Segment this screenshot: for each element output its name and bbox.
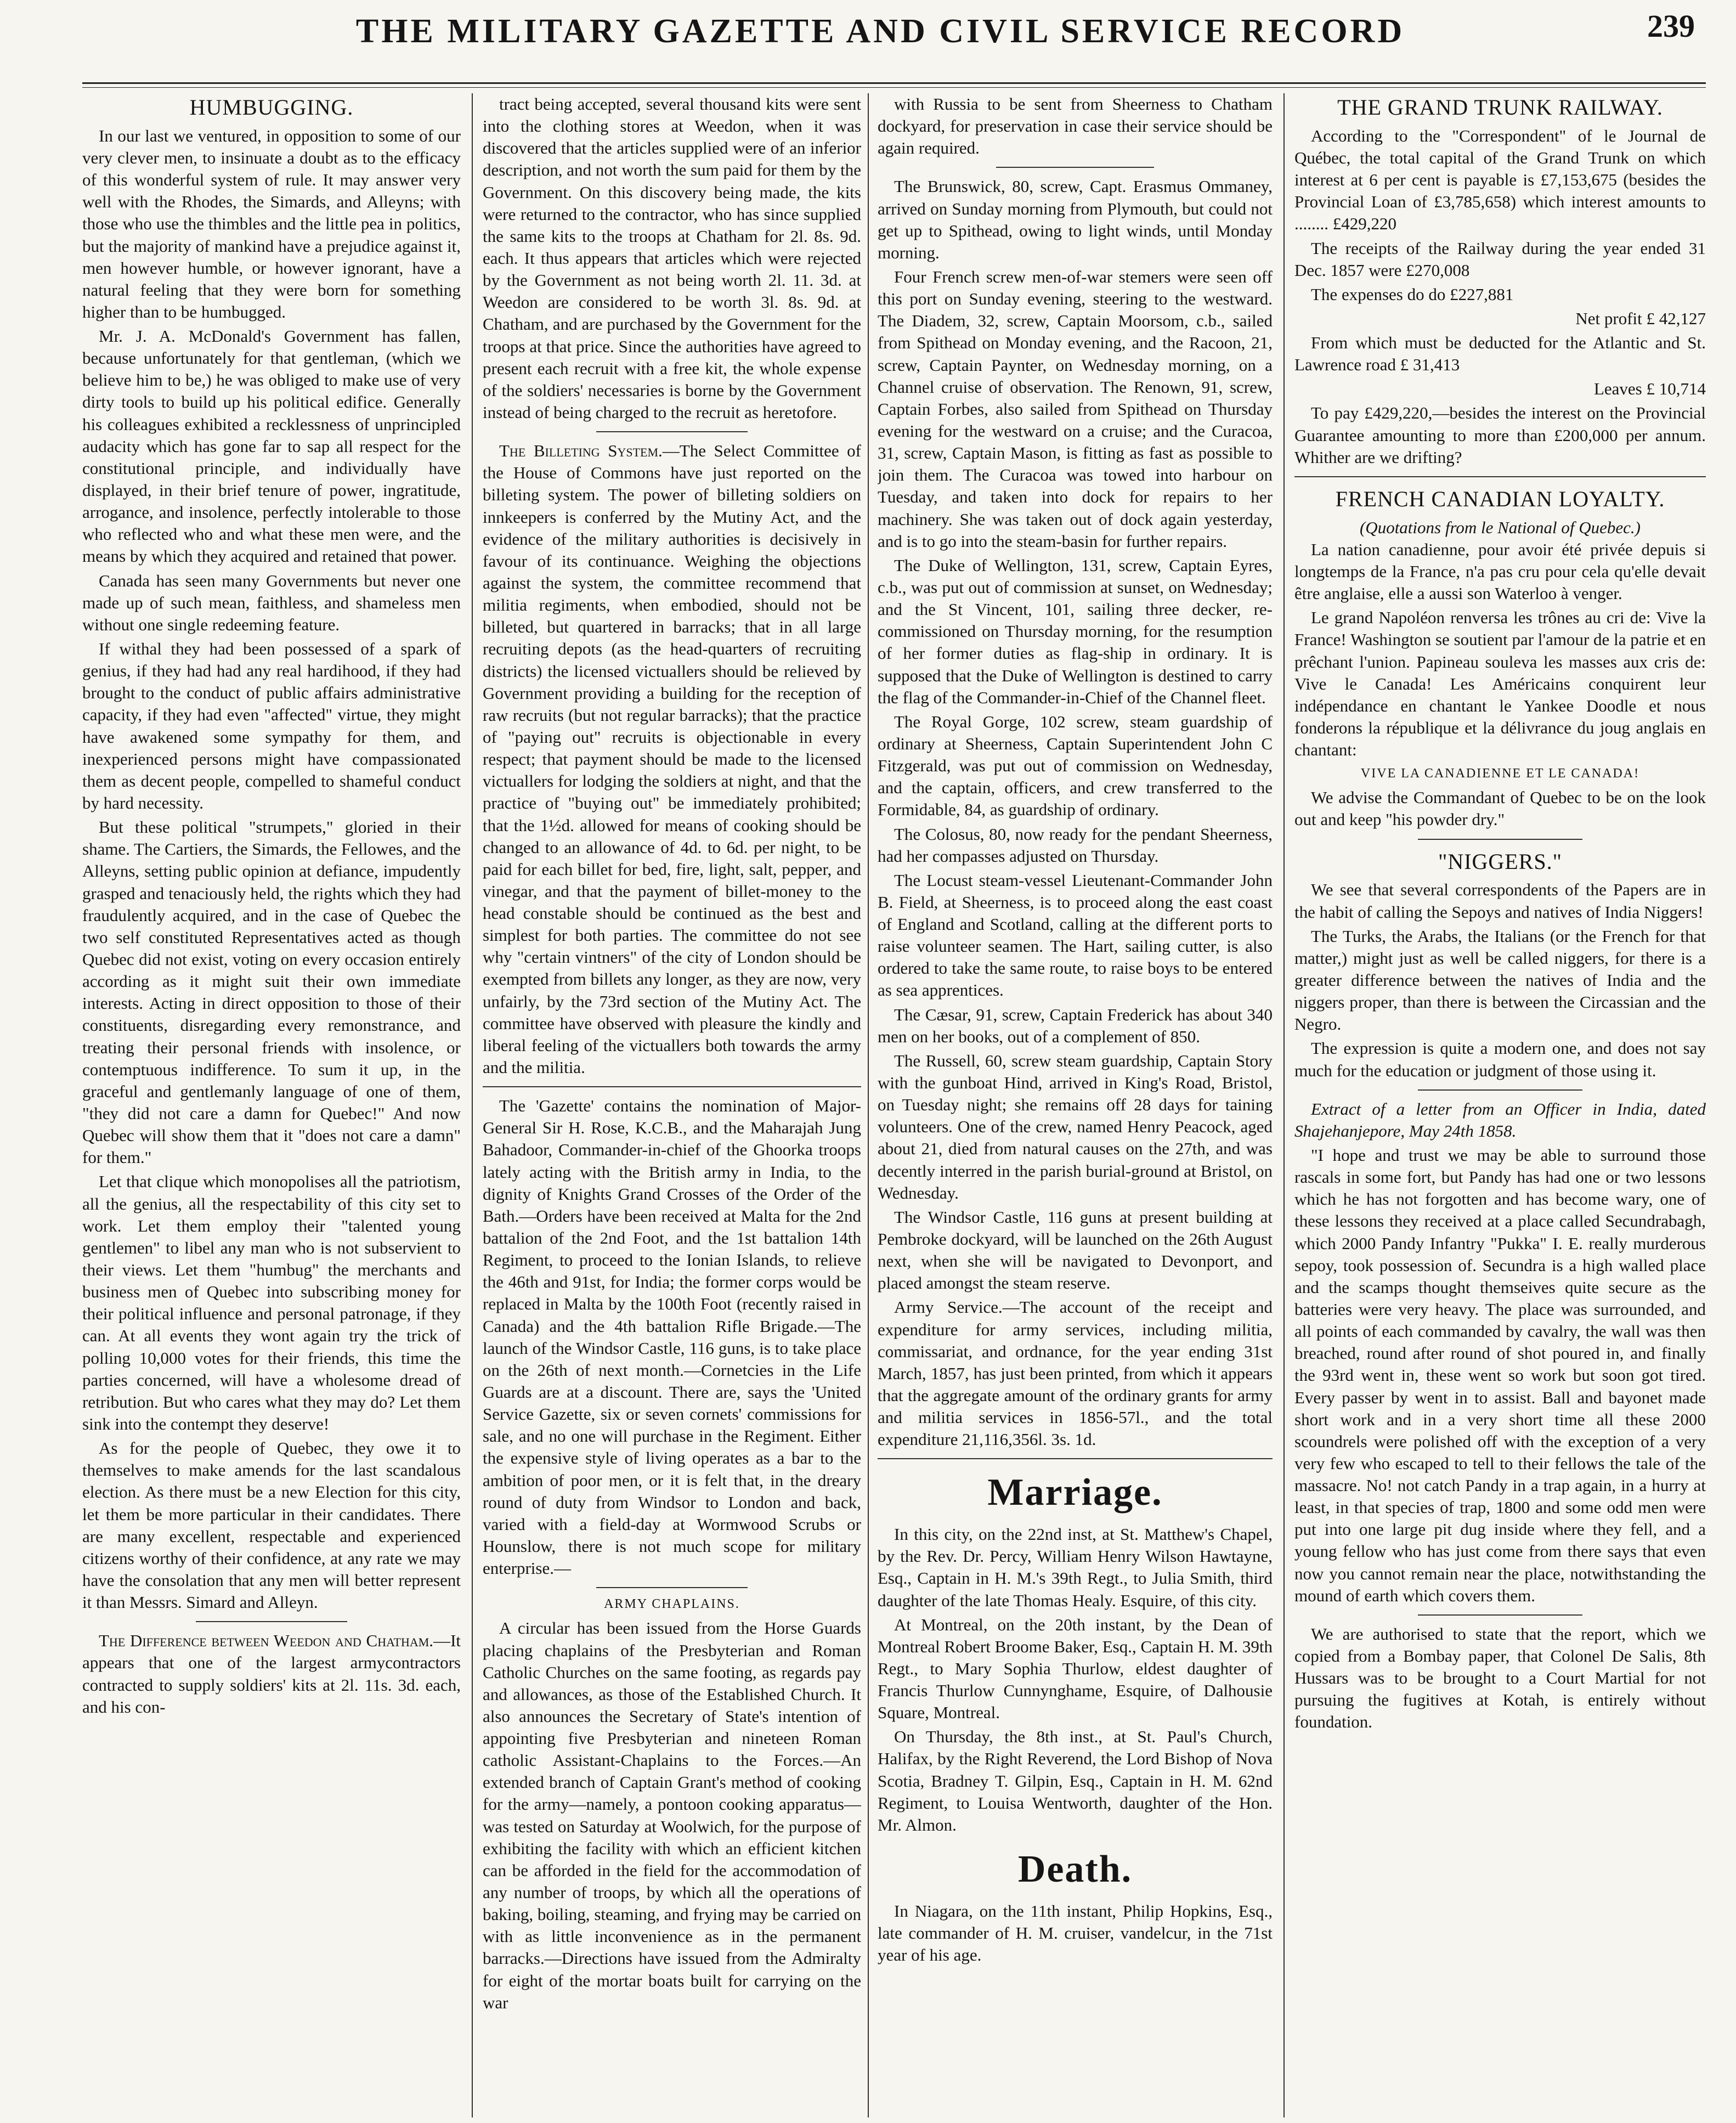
article-heading: FRENCH CANADIAN LOYALTY. [1335, 486, 1665, 511]
column-3 [878, 93, 1273, 2118]
article-heading: "NIGGERS." [1438, 849, 1562, 874]
divider [996, 167, 1154, 168]
paragraph: Net profit £ 42,127 [1575, 308, 1706, 328]
paragraph-body: —The Select Committee of the House of Commons have just reported on the billeting system. The power of billeting soldiers on innkeepers is conferred by the Mutiny Act, and the evidence of the military authorities is decisively in favour of its continuance. Weighing the objections against the system, the committee recommend that militia regiments, when embodied, should not be billeted, but quartered in barracks; that in all large recruiting depots (as the head-quarters of recruiting districts) the licensed victuallers should be relieved by Government providing a building for the reception of raw recruits (but not regular barracks); that the practice of "paying out" recruits is objectionable in every respect; that payment should be made to the licensed victuallers for lodging the soldiers at night, and that the practice of "buying out" be immediately prohibited; that the 1½d. allowed for means of cooking should be changed to an allowance of 4d. to 6d. per night, to be paid for each billet for bed, fire, light, salt, pepper, and vinegar, and that the payment of billet-money to the head constable should be continued as the best and simplest for both parties. The committee do not see why "certain vintners" of the city of London should be exempted from billets any longer, as they are now, very unfairly, by the 73rd section of the Mutiny Act. The committee have observed with pleasure the kindly and liberal feeling of the victuallers both towards the army and the militia. [483, 441, 861, 1077]
paragraph: The Locust steam-vessel Lieutenant-Commander John B. Field, at Sheerness, is to proceed along the east coast of England and Scotland, calling at the different ports to raise volunteer seamen. The Hart, sailing cutter, is also ordered to take the same route, to raise boys to be entered as sea apprentices. [878, 870, 1273, 1000]
paragraph: To pay £429,220,—besides the interest on the Provincial Guarantee amounting to more than £200,000 per annum. Whither are we drifting? [1294, 403, 1706, 467]
paragraph: The Duke of Wellington, 131, screw, Captain Eyres, c.b., was put out of commission at sunset, on Wednesday; and the St Vincent, 101, sailing three decker, re-commissioned on Thursday morning, for the resumption of her former duties as flag-ship in ordinary. It is supposed that the Duke of Wellington is destined to carry the flag of the Commander-in-Chief of the Channel fleet. [878, 555, 1273, 707]
paragraph: The Turks, the Arabs, the Italians (or the French for that matter,) might just as well be called niggers, for there is a greater difference between the natives of India and the niggers proper, than there is between the Circassian and the Negro. [1294, 926, 1706, 1034]
divider [878, 1458, 1273, 1459]
paragraph-lead: The Difference between Weedon and Chatham. [99, 1631, 434, 1651]
article-subheading: (Quotations from le National of Quebec.) [1359, 517, 1641, 537]
paragraph: The Cæsar, 91, screw, Captain Frederick has about 340 men on her books, out of a complement of 850. [878, 1004, 1273, 1046]
divider [1418, 839, 1582, 840]
paragraph: with Russia to be sent from Sheerness to Chatham dockyard, for preservation in case their service should be again required. [878, 94, 1273, 158]
paragraph: Let that clique which monopolises all the patriotism, all the genius, all the respectability of this city set to work. Let them employ their "talented young gentlemen" to libel any man who is not subservient to their views. Let them "humbug" the merchants and business men of Quebec into subscribing money for their political influence and personal patronage, if they can. At all events they wont again try the trick of polling 10,000 votes for their friends, this time the parties concerned, will have a wholesome dread of retribution. But who cares what they may do? Let them sink into the contempt they deserve! [82, 1172, 461, 1433]
column-4 [1294, 93, 1706, 2118]
paragraph-body: —It appears that one of the largest armycontractors contracted to supply soldiers' kits at 2l. 11s. 3d. each, and his con- [82, 1631, 461, 1717]
paragraph: tract being accepted, several thousand kits were sent into the clothing stores at Weedon, when it was discovered that the articles supplied were of an inferior description, and not worth the sum paid for them by the Government. On this discovery being made, the kits were returned to the contractor, who has since supplied the same kits to the troops at Chatham for 2l. 8s. 9d. each. It thus appears that articles which were rejected by the Government as not being worth 2l. 11. 3d. at Weedon are considered to be worth 3l. 8s. 9d. at Chatham, and are purchased by the Government for the troops at that price. Since the authorities have agreed to present each recruit with a free kit, the whole expense of the soldiers' necessaries is borne by the Government instead of being charged to the recruit as heretofore. [483, 94, 861, 422]
column-2 [483, 93, 861, 2118]
paragraph: In this city, on the 22nd inst, at St. Matthew's Chapel, by the Rev. Dr. Percy, William Henry Wilson Hawtayne, Esq., Captain in H. M.'s 39th Regt., to Julia Smith, third daughter of the late Thomas Healy. Esquire, of this city. [878, 1525, 1273, 1610]
paragraph: If withal they had been possessed of a spark of genius, if they had had any real hardihood, if they had brought to the conduct of public affairs administrative capacity, if they had even "affected" virtue, they might have awakened some sympathy for them, and inexperienced persons might have compassionated them as decent people, compelled to shameful conduct by hard necessity. [82, 639, 461, 813]
paragraph: In Niagara, on the 11th instant, Philip Hopkins, Esq., late commander of H. M. cruiser, vandelcur, in the 71st year of his age. [878, 1901, 1273, 1964]
paragraph: The Russell, 60, screw steam guardship, Captain Story with the gunboat Hind, arrived in King's Road, Bristol, on Tuesday night; she remains off 28 days for taining volunteers. One of the crew, named Henry Peacock, aged about 21, died from natural causes on the 27th, and was decently interred in the parish burial-ground at Bristol, on Wednesday. [878, 1051, 1273, 1202]
paragraph [82, 1630, 461, 1718]
paragraph: We are authorised to state that the report, which we copied from a Bombay paper, that Colonel De Salis, 8th Hussars was to be brought to a Court Martial for not pursuing the fugitives at Kotah, is entirely without foundation. [1294, 1624, 1706, 1732]
column-divider [1283, 93, 1285, 2118]
page-number: 239 [1647, 8, 1695, 44]
column-divider [868, 93, 869, 2118]
paragraph: But these political "strumpets," gloried in their shame. The Cartiers, the Simards, the Fellowes, and the Alleyns, setting public opinion at defiance, impudently grasped and tenaciously held, the rights which they had fraudulently acquired, and in the case of Quebec the two self constituted Representatives acted as though Quebec did not exist, voting on every occasion entirely according as it might suit their own immediate interests. Acting in direct opposition to those of their constituents, disregarding every remonstrance, and treating their personal friends with insolence, or contemptuous indifference. To sum it up, in the graceful and gentlemanly language of one of them, "they did not care a damn for Quebec!" And now Quebec will show them that it "does not care a damn" for them." [82, 817, 461, 1167]
paragraph: A circular has been issued from the Horse Guards placing chaplains of the Presbyterian and Roman Catholic Churches on the same footing, as regards pay and allowances, as those of the Established Church. It also announces the Secretary of State's intention of appointing five Presbyterian and nineteen Roman catholic Assistant-Chaplains to the Forces.—An extended branch of Captain Grant's method of cooking for the army—namely, a pontoon cooking apparatus—was tested on Saturday at Woolwich, for the purpose of exhibiting the facility with which an efficient kitchen can be afforded in the field for the accommodation of any number of troops, by which all the operations of baking, boiling, steaming, and frying may be carried on with as little inconvenience as in the permanent barracks.—Directions have issued from the Admiralty for eight of the mortar boats built for carrying on the war [483, 1618, 861, 2012]
masthead-title: THE MILITARY GAZETTE AND CIVIL SERVICE RECORD [355, 13, 1405, 50]
masthead-rule [82, 82, 1706, 88]
divider [596, 1587, 748, 1588]
paragraph: As for the people of Quebec, they owe it to themselves to make amends for the last scandalous election. As there must be a new Election for this city, let them be more particular in their candidates. There are many excellent, respectable and experienced citizens worthy of their confidence, at any rate we may have the consolation that any men will better represent it than Messrs. Simard and Alleyn. [82, 1438, 461, 1612]
paragraph: Mr. J. A. McDonald's Government has fallen, because unfortunately for that gentleman, (which we believe him to be,) he was obliged to make use of very dirty tools to build up his political edifice. Generally his colleagues exhibited a recklessness of unprincipled audacity which has gone far to sap all respect for the constitutional principle, and individually have displayed, in their brief tenure of power, ingratitude, arrogance, and insolence, perfectly intolerable to those who reflected who and what these men were, and the means by which they acquired and retained that power. [82, 326, 461, 566]
section-heading-death: Death. [1017, 1848, 1133, 1891]
paragraph: The expression is quite a modern one, and does not say much for the education or judgment of those using it. [1294, 1038, 1706, 1080]
article-heading: ARMY CHAPLAINS. [604, 1597, 740, 1612]
article-heading: HUMBUGGING. [189, 95, 354, 120]
section-heading-marriage: Marriage. [987, 1471, 1163, 1514]
article-heading: THE GRAND TRUNK RAILWAY. [1337, 95, 1663, 120]
paragraph: The expenses do do £227,881 [1311, 284, 1514, 304]
paragraph: Leaves £ 10,714 [1593, 379, 1706, 399]
quoted-line: VIVE LA CANADIENNE ET LE CANADA! [1360, 766, 1640, 781]
paragraph: "I hope and trust we may be able to surround those rascals in some fort, but Pandy has had one or two lessons which he has not forgotten and has become wary, one of these lessons they received at a place called Secundrabagh, which 2000 Pandy Infantry "Pukka" I. E. really murderous sepoy, took possession of. Secundra is a high walled place and the scamps thought themseives quite secure as the batteries were very heavy. The place was surrounded, and all points of each commanded by cavalry, the wall was then breached, round after round of shot poured in, and finally the 93rd went in, these went so work but soon got tired. Every passer by went in to assist. Ball and bayonet made short work and in a very short time all these 2000 scoundrels were polished off with the exception of a very very few who escaped to tell to their fellows the tale of the massacre. No! not catch Pandy in a trap again, in a hurry at least, in that species of trap, 1800 and some odd men were put into one large pit dug inside where they fell, and a young fellow who has just come from there says that even now you cannot remain near the place, notwithstanding the mound of earth which covers them. [1294, 1145, 1706, 1605]
paragraph: We see that several correspondents of the Papers are in the habit of calling the Sepoys and natives of India Niggers! [1294, 880, 1706, 922]
divider [1294, 476, 1706, 477]
divider [1418, 1614, 1582, 1616]
paragraph [483, 440, 861, 1079]
divider [1418, 1089, 1582, 1091]
paragraph: The Colosus, 80, now ready for the pendant Sheerness, had her compasses adjusted on Thursday. [878, 824, 1273, 866]
divider [196, 1621, 347, 1622]
column-1 [82, 93, 461, 2118]
paragraph: Le grand Napoléon renversa les trônes au cri de: Vive la France! Washington se soutient par l'amour de la patrie et en prêchant l'union. Papineau souleva les masses aux cris de: Vive le Canada! Les Américains conquirent leur indépendance en chantant le Yankee Doodle et nous fonderons la république et la délivrance du joug anglais en chantant: [1294, 608, 1706, 760]
paragraph: The Royal Gorge, 102 screw, steam guardship of ordinary at Sheerness, Captain Superintendent John C Fitzgerald, was put out of commission on Wednesday, and the captain, officers, and crew transferred to the Formidable, 84, as guardship of ordinary. [878, 712, 1273, 820]
extract-heading: Extract of a letter from an Officer in India, dated Shajehanjepore, May 24th 1858. [1294, 1099, 1706, 1140]
paragraph: The Windsor Castle, 116 guns at present building at Pembroke dockyard, will be launched on the 26th August next, when she will be navigated to Devonport, and placed amongst the steam reserve. [878, 1207, 1273, 1293]
column-divider [472, 93, 473, 2118]
divider [596, 431, 748, 432]
paragraph: The receipts of the Railway during the year ended 31 Dec. 1857 were £270,008 [1294, 238, 1706, 280]
divider [483, 1086, 861, 1087]
paragraph-lead: The Billeting System. [499, 441, 663, 461]
paragraph: According to the "Correspondent" of le Journal de Québec, the total capital of the Grand Trunk on which interest at 6 per cent is payable is £7,153,675 (besides the Provincial Loan of £3,785,658) which interest amounts to ........ £429,220 [1294, 126, 1706, 234]
paragraph: Army Service.—The account of the receipt and expenditure for army services, including militia, commissariat, and ordnance, for the year ending 31st March, 1857, has just been printed, from which it appears that the aggregate amount of the ordinary grants for army and militia services in 1856-57l., and the total expenditure 21,116,356l. 3s. 1d. [878, 1297, 1273, 1449]
paragraph: La nation canadienne, pour avoir été privée depuis si longtemps de la France, n'a pas cru pour cela qu'elle devait être anglaise, elle a aussi son Waterloo à venger. [1294, 539, 1706, 603]
columns [82, 93, 1706, 2118]
paragraph: On Thursday, the 8th inst., at St. Paul's Church, Halifax, by the Right Reverend, the Lord Bishop of Nova Scotia, Bradney T. Gilpin, Esq., Captain in H. M. 62nd Regiment, to Louisa Wentworth, daughter of the Hon. Mr. Almon. [878, 1727, 1273, 1834]
paragraph: Canada has seen many Governments but never one made up of such mean, faithless, and shameless men without one single redeeming feature. [82, 571, 461, 634]
paragraph: At Montreal, on the 20th instant, by the Dean of Montreal Robert Broome Baker, Esq., Captain H. M. 39th Regt., to Mary Sophia Thurlow, eldest daughter of Francis Thurlow Cunnynghame, Esquire, of Dalhousie Square, Montreal. [878, 1614, 1273, 1723]
paragraph: We advise the Commandant of Quebec to be on the look out and keep "his powder dry." [1294, 788, 1706, 829]
paragraph: The Brunswick, 80, screw, Capt. Erasmus Ommaney, arrived on Sunday morning from Plymouth, but could not get up to Spithead, owing to light winds, until Monday morning. [878, 177, 1273, 262]
paragraph: The 'Gazette' contains the nomination of Major-General Sir H. Rose, K.C.B., and the Maharajah Jung Bahadoor, Commander-in-chief of the Ghoorka troops lately acting with the British army in India, to the dignity of Knights Grand Crosses of the Order of the Bath.—Orders have been received at Malta for the 2nd battalion of the 2nd Foot, and the 1st battalion 14th Regiment, to proceed to the Ionian Islands, to relieve the 46th and 91st, for India; the former corps would be replaced in Malta by the 100th Foot (recently raised in Canada) and the 4th battalion Rifle Brigade.—The launch of the Windsor Castle, 116 guns, is to take place on the 26th of next month.—Cornetcies in the Life Guards are at a discount. There are, says the 'United Service Gazette, six or seven cornets' commissions for sale, and no one will purchase in the Regiment. Either the expensive style of living operates as a bar to the ambition of poor men, or it is felt that, in the dreary round of duty from Windsor to London and back, varied with a field-day at Wormwood Scrubs or Hounslow, there is not much scope for military enterprise.— [483, 1096, 861, 1578]
paragraph: In our last we ventured, in opposition to some of our very clever men, to insinuate a doubt as to the efficacy of this wonderful system of rule. It may answer very well with the Rhodes, the Simards, and Alleyns; with those who use the thimbles and the little pea in politics, but the majority of mankind have a prejudice against it, men however humble, or however ignorant, have a natural feeling that they were born for something higher than to be humbugged. [82, 126, 461, 321]
paragraph: From which must be deducted for the Atlantic and St. Lawrence road £ 31,413 [1294, 333, 1706, 375]
paragraph: Four French screw men-of-war stemers were seen off this port on Sunday evening, steering to the westward. The Diadem, 32, screw, Captain Moorsom, c.b., sailed from Spithead on Monday evening, and the Racoon, 21, screw, Captain Paynter, on Wednesday morning, on a Channel cruise of observation. The Renown, 91, screw, Captain Forbes, also sailed from Spithead on Thursday evening for the westward on a cruise; and the Curacoa, 31, screw, Captain Mason, is fitting as fast as possible to join them. The Curacoa was towed into harbour on Tuesday, and taken into dock for repairs to her machinery. She was taken out of dock again yesterday, and is to go into the steam-basin for further repairs. [878, 267, 1273, 551]
masthead [82, 8, 1695, 90]
